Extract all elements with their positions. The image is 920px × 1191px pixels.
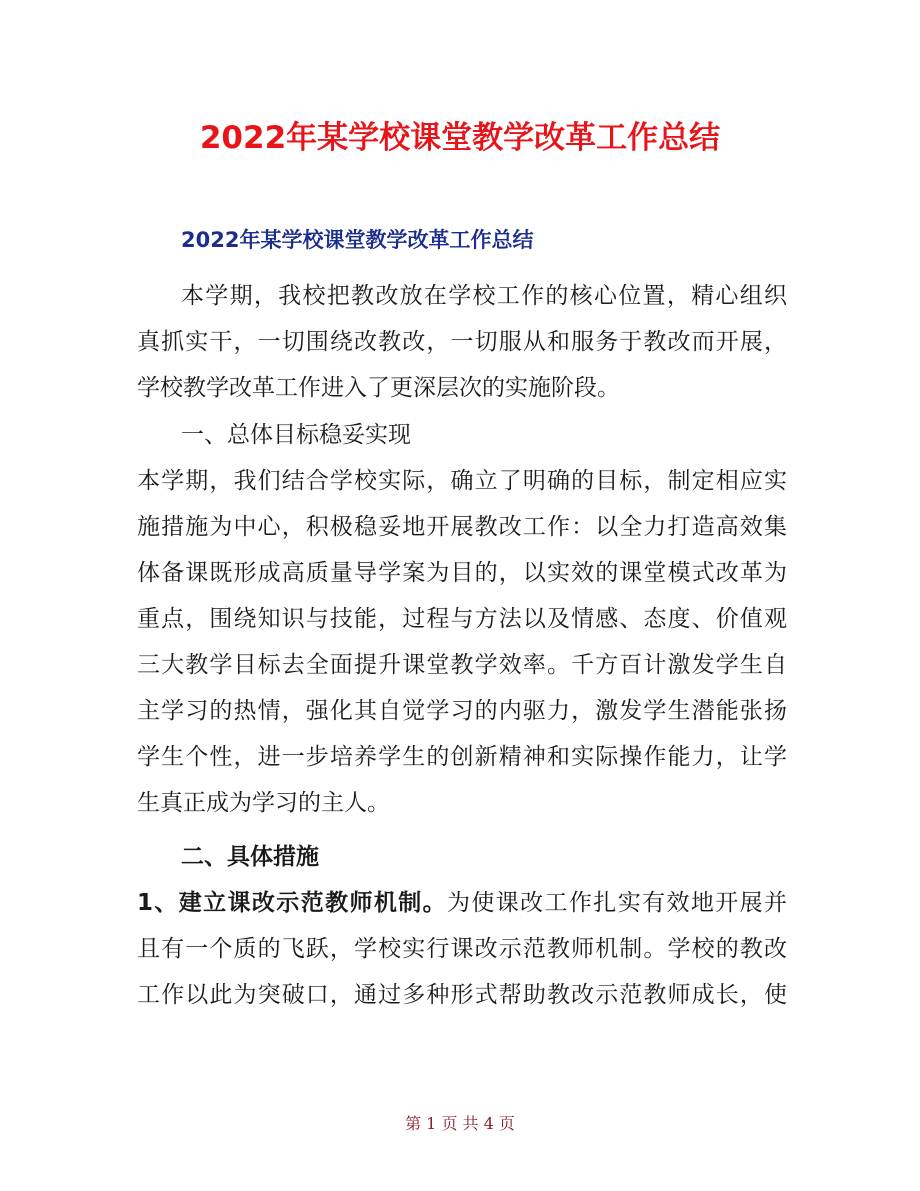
item1-bold-lead: 1、建立课改示范教师机制。 bbox=[137, 890, 447, 916]
item1-line-1-rest: 为使课改工作扎实有效地开展并 bbox=[447, 890, 787, 916]
section1-line-5: 三大教学目标去全面提升课堂教学效率。千方百计激发学生自 bbox=[137, 652, 787, 678]
section1-line-7: 学生个性，进一步培养学生的创新精神和实际操作能力，让学 bbox=[137, 744, 787, 770]
document-subtitle: 2022年某学校课堂教学改革工作总结 bbox=[181, 228, 534, 252]
document-title: 2022年某学校课堂教学改革工作总结 bbox=[199, 120, 721, 156]
section1-line-2: 施措施为中心，积极稳妥地开展教改工作：以全力打造高效集 bbox=[137, 514, 787, 540]
section1-line-6: 主学习的热情，强化其自觉学习的内驱力，激发学生潜能张扬 bbox=[137, 698, 787, 724]
section1-line-3: 体备课既形成高质量导学案为目的，以实效的课堂模式改革为 bbox=[137, 560, 787, 586]
section1-heading: 一、总体目标稳妥实现 bbox=[181, 422, 411, 448]
intro-line-3: 学校教学改革工作进入了更深层次的实施阶段。 bbox=[137, 375, 620, 401]
page-number: 第 1 页 共 4 页 bbox=[405, 1114, 515, 1133]
section1-line-8: 生真正成为学习的主人。 bbox=[137, 790, 390, 816]
section1-line-1: 本学期，我们结合学校实际，确立了明确的目标，制定相应实 bbox=[137, 468, 787, 494]
item1-line-3: 工作以此为突破口，通过多种形式帮助教改示范教师成长，使 bbox=[137, 982, 787, 1008]
intro-line-2: 真抓实干，一切围绕改教改，一切服从和服务于教改而开展， bbox=[137, 329, 787, 355]
item1-line-2: 且有一个质的飞跃，学校实行课改示范教师机制。学校的教改 bbox=[137, 936, 787, 962]
section2-heading: 二、具体措施 bbox=[181, 844, 319, 870]
item1-line-1 bbox=[137, 883, 787, 923]
section1-line-4: 重点，围绕知识与技能，过程与方法以及情感、态度、价值观 bbox=[137, 606, 787, 632]
intro-line-1: 本学期，我校把教改放在学校工作的核心位置，精心组织 bbox=[181, 283, 787, 309]
